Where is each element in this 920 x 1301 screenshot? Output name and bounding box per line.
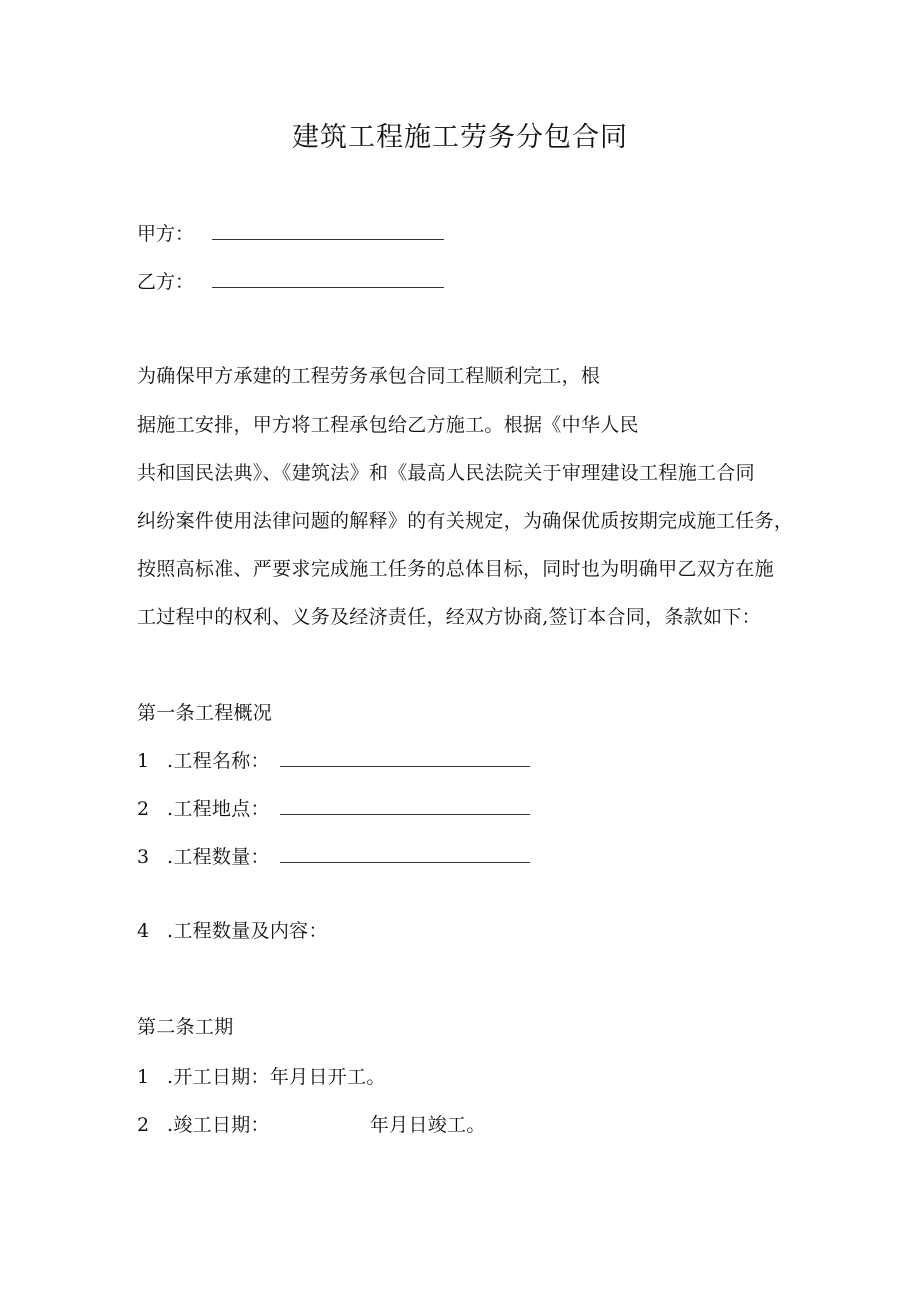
item-number: 1 [137,1066,150,1088]
article1-item [137,794,530,824]
item-label: .开工日期： [167,1066,270,1088]
item-label: .工程数量： [167,846,270,868]
article2-item [137,1110,486,1140]
item-number: 4 [137,920,150,942]
preamble-line: 按照高标准、严要求完成施工任务的总体目标，同时也为明确甲乙双方在施 [137,558,774,580]
item-number: 1 [137,750,150,772]
article1-item [137,916,328,946]
project-location-blank[interactable] [280,796,530,815]
party-b-blank[interactable] [212,269,444,288]
document-title: 建筑工程施工劳务分包合同 [292,122,628,153]
party-b-label: 乙方： [137,271,195,293]
preamble-line: 纠纷案件使用法律问题的解释》的有关规定，为确保优质按期完成施工任务， [137,510,794,532]
preamble-line: 共和国民法典》、《建筑法》和《最高人民法院关于审理建设工程施工合同 [137,462,755,484]
article1-item [137,842,530,872]
party-a-blank[interactable] [212,221,444,240]
preamble-line: 工过程中的权利、义务及经济责任，经双方协商,签订本合同，条款如下： [137,606,761,628]
item-number: 2 [137,798,150,820]
preamble-line: 据施工安排，甲方将工程承包给乙方施工。根据《中华人民 [137,414,639,436]
party-a-label: 甲方： [137,223,195,245]
article1-heading: 第一条工程概况 [137,702,273,724]
preamble-line: 为确保甲方承建的工程劳务承包合同工程顺利完工，根 [137,365,601,387]
item-number: 2 [137,1114,150,1136]
article2-heading: 第二条工期 [137,1016,234,1038]
party-b-line [137,267,444,297]
party-a-line [137,219,444,249]
item-label: .工程名称： [167,750,270,772]
item-label: .工程地点： [167,798,270,820]
item-label: .工程数量及内容： [167,920,328,942]
article1-item [137,746,530,776]
item-number: 3 [137,846,150,868]
item-text: 年月日开工。 [269,1066,386,1088]
project-quantity-blank[interactable] [280,844,530,863]
item-text: 年月日竣工。 [369,1114,486,1136]
item-label: .竣工日期： [167,1114,270,1136]
project-name-blank[interactable] [280,748,530,767]
article2-item [137,1062,386,1092]
